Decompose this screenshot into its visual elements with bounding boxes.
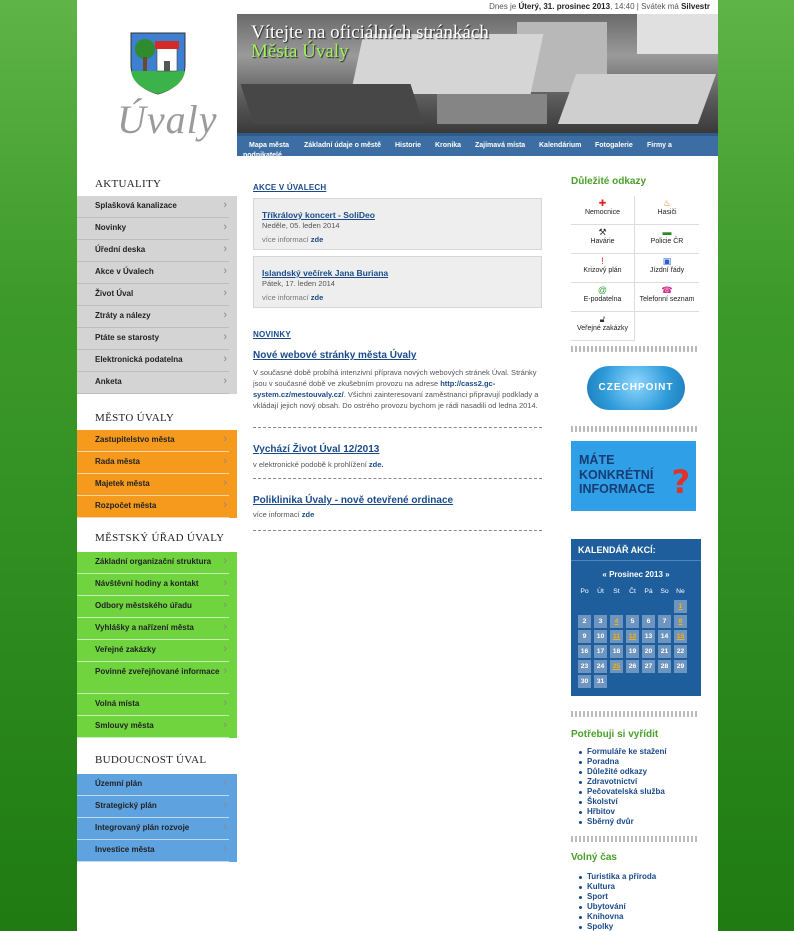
news-item (253, 444, 542, 470)
news-item (253, 350, 542, 411)
calendar-day[interactable]: 28 (658, 660, 671, 673)
list-link[interactable]: Kultura (579, 882, 699, 892)
news-link[interactable]: zde. (368, 460, 384, 469)
bus-icon: ▣ (662, 256, 672, 266)
calendar-day[interactable]: 12 (626, 630, 639, 643)
list-link[interactable]: Formuláře ke stažení (579, 747, 699, 757)
list-link[interactable]: Školství (579, 797, 699, 807)
calendar-day[interactable]: 5 (626, 615, 639, 628)
vyridit-heading: Potřebuji si vyřídit (571, 729, 659, 740)
menu-item[interactable]: Vyhlášky a nařízení města › (77, 618, 229, 640)
event-more-link[interactable]: zde (310, 293, 324, 302)
wrench-icon: ⚒ (598, 227, 607, 237)
calendar-empty (610, 675, 623, 688)
menu-aktuality (77, 196, 237, 394)
event-card (253, 198, 542, 250)
link-havarie[interactable]: ⚒ Havárie (571, 225, 635, 254)
menu-item[interactable]: Zastupitelstvo města › (77, 430, 229, 452)
main-nav (237, 133, 718, 159)
event-more-label: více informací (262, 235, 309, 244)
menu-item[interactable]: Strategický plán › (77, 796, 229, 818)
menu-item[interactable]: Veřejné zakázky › (77, 640, 229, 662)
calendar-day[interactable]: 6 (642, 615, 655, 628)
calendar-empty (642, 600, 655, 613)
calendar-empty (674, 675, 687, 688)
list-link[interactable]: Ubytování (579, 902, 699, 912)
list-link[interactable]: Zdravotnictví (579, 777, 699, 787)
menu-item[interactable]: Novinky › (77, 218, 229, 240)
calendar-day[interactable]: 8 (674, 615, 687, 628)
news-link[interactable]: http://cass2.gc-system.cz/mestouvaly.cz/ (253, 379, 496, 399)
menu-item[interactable]: Rozpočet města › (77, 496, 229, 518)
list-link[interactable]: Spolky (579, 922, 699, 931)
menu-item[interactable]: Návštěvní hodiny a kontakt › (77, 574, 229, 596)
calendar-empty (594, 600, 607, 613)
calendar-weekday: Ne (676, 588, 685, 595)
calendar-day[interactable]: 10 (594, 630, 607, 643)
vyridit-block (571, 729, 699, 827)
coat-of-arms-icon (129, 31, 187, 95)
list-link[interactable]: Pečovatelská služba (579, 787, 699, 797)
time-nameday: , 14:40 | Svátek má (610, 2, 679, 11)
news-item (253, 495, 542, 520)
link-verejne-zakazky[interactable]: 🔓︎ Veřejné zakázky (571, 312, 635, 341)
link-jizdni-rady[interactable]: ▣ Jízdní řády (635, 254, 699, 283)
menu-item[interactable]: Ptáte se starosty › (77, 328, 229, 350)
calendar-day[interactable]: 29 (674, 660, 687, 673)
menu-item[interactable]: Elektronická podatelna › (77, 350, 229, 372)
calendar-day[interactable]: 25 (610, 660, 623, 673)
header-banner (237, 14, 718, 133)
link-telefonni-seznam[interactable]: ☎ Telefonní seznam (635, 283, 699, 312)
calendar-day[interactable]: 20 (642, 645, 655, 658)
badge-icon: ▬ (662, 227, 672, 237)
link-policie[interactable]: ▬ Policie ČR (635, 225, 699, 254)
list-link[interactable]: Poradna (579, 757, 699, 767)
event-more-link[interactable]: zde (310, 235, 324, 244)
menu-item[interactable]: Povinně zveřejňované informace › (77, 662, 229, 694)
calendar-empty (658, 675, 671, 688)
calendar-day[interactable]: 27 (642, 660, 655, 673)
calendar-day[interactable]: 21 (658, 645, 671, 658)
main-content (253, 183, 542, 531)
question-mark-icon: ? (671, 463, 690, 501)
calendar-day[interactable]: 19 (626, 645, 639, 658)
calendar-weekday: So (660, 588, 669, 595)
site-logo[interactable] (77, 14, 237, 156)
calendar-day[interactable]: 24 (594, 660, 607, 673)
menu-item[interactable]: Smlouvy města › (77, 716, 229, 738)
volny-cas-list (571, 872, 699, 931)
calendar-day[interactable]: 23 (578, 660, 591, 673)
list-link[interactable]: Sběrný dvůr (579, 817, 699, 827)
calendar-day[interactable]: 4 (610, 615, 623, 628)
important-links-grid (571, 196, 699, 341)
menu-item[interactable]: Úřední deska › (77, 240, 229, 262)
calendar-day[interactable]: 16 (578, 645, 591, 658)
nav-item-historie[interactable]: Historie (395, 142, 422, 149)
news-text: v elektronické podobě k prohlížení zde. (253, 460, 384, 469)
calendar-day[interactable]: 14 (658, 630, 671, 643)
list-link[interactable]: Sport (579, 892, 699, 902)
events-heading[interactable]: AKCE V ÚVALECH (253, 183, 327, 192)
calendar-title: KALENDÁŘ AKCÍ: (571, 539, 701, 561)
list-link[interactable]: Turistika a příroda (579, 872, 699, 882)
nav-item-mapa[interactable]: Mapa města (249, 142, 290, 149)
calendar-day[interactable]: 11 (610, 630, 623, 643)
news-text: více informací zde (253, 510, 315, 519)
calendar-day[interactable]: 9 (578, 630, 591, 643)
menu-item[interactable]: Ztráty a nálezy › (77, 306, 229, 328)
banner-subtitle: Města Úvaly (251, 41, 349, 62)
section-title-budoucnost: BUDOUCNOST ÚVAL (95, 754, 207, 766)
link-e-podatelna[interactable]: @ E-podatelna (571, 283, 635, 312)
nav-item-zajimava-mista[interactable]: Zajímavá místa (475, 142, 526, 149)
calendar-day[interactable]: 2 (578, 615, 591, 628)
event-date: Neděle, 05. leden 2014 (262, 221, 340, 230)
vyridit-list (571, 747, 699, 827)
link-krizovy-plan[interactable]: ! Krizový plán (571, 254, 635, 283)
news-text: V současné době probíhá intenzivní příprava nových webových stránek Úval. Stránky jsou v současné době ve zkušebním provozu na adrese http://cass2.gc-system.cz/mestouvaly.cz/. Všichni zainteresovaní zaměstnanci připravují podklady a vkládají jejich nový obsah. Do ostrého provozu bychom je rádi nasadili od ledna 2014. (253, 368, 539, 410)
left-sidebar (77, 168, 237, 862)
list-link[interactable]: Důležité odkazy (579, 767, 699, 777)
calendar-day[interactable]: 31 (594, 675, 607, 688)
menu-urad (77, 552, 237, 738)
logo-text: Úvaly (117, 97, 218, 142)
section-title-urad: MĚSTSKÝ ÚŘAD ÚVALY (95, 532, 225, 544)
volny-cas-block (571, 852, 699, 931)
calendar-day[interactable]: 3 (594, 615, 607, 628)
nameday-name: Silvestr (681, 2, 710, 11)
calendar-weekday: Út (597, 588, 604, 595)
menu-item[interactable]: Investice města › (77, 840, 229, 862)
news-title[interactable]: Nové webové stránky města Úvaly (253, 350, 417, 361)
calendar-day[interactable]: 17 (594, 645, 607, 658)
current-date: 31. prosinec 2013 (543, 2, 611, 11)
calendar-day[interactable]: 22 (674, 645, 687, 658)
cross-icon: ✚ (598, 198, 607, 208)
news-title[interactable]: Vychází Život Úval 12/2013 (253, 444, 380, 455)
calendar-empty (642, 675, 655, 688)
menu-item[interactable]: Odbory městského úřadu › (77, 596, 229, 618)
lock-icon: 🔓︎ (599, 314, 606, 324)
calendar-day[interactable]: 1 (674, 600, 687, 613)
menu-item[interactable]: Volná místa › (77, 694, 229, 716)
event-more-label: více informací (262, 293, 309, 302)
menu-budoucnost (77, 774, 237, 862)
calendar-empty (610, 600, 623, 613)
czechpoint-banner[interactable]: CZECHPOINT (587, 366, 685, 410)
calendar-weekday: St (613, 588, 620, 595)
page-wrapper (77, 0, 718, 931)
calendar-day[interactable]: 15 (674, 630, 687, 643)
news-link[interactable]: zde (301, 510, 315, 519)
at-icon: @ (597, 285, 608, 295)
calendar-day[interactable]: 13 (642, 630, 655, 643)
nav-item-fotogalerie[interactable]: Fotogalerie (595, 142, 633, 149)
menu-item[interactable]: Rada města › (77, 452, 229, 474)
important-links-heading: Důležité odkazy (571, 176, 647, 187)
nav-item-firmy[interactable]: Firmy a (647, 142, 672, 149)
menu-item[interactable]: Integrovaný plán rozvoje › (77, 818, 229, 840)
menu-item[interactable]: Akce v Úvalech › (77, 262, 229, 284)
calendar-day[interactable]: 7 (658, 615, 671, 628)
volny-cas-heading: Volný čas (571, 852, 617, 863)
link-hasici[interactable]: ♨ Hasiči (635, 196, 699, 225)
phone-icon: ☎ (661, 285, 673, 295)
event-date: Pátek, 17. leden 2014 (262, 279, 335, 288)
calendar-empty (626, 600, 639, 613)
calendar-weekday: Po (580, 588, 589, 595)
menu-item[interactable]: Majetek města › (77, 474, 229, 496)
calendar-day[interactable]: 26 (626, 660, 639, 673)
section-title-aktuality: AKTUALITY (95, 178, 162, 190)
calendar-weekday: Čt (629, 588, 636, 595)
banner-title: Vítejte na oficiálních stránkách (251, 22, 489, 43)
alert-icon: ! (601, 256, 604, 266)
calendar-empty (626, 675, 639, 688)
events-calendar (571, 539, 701, 696)
menu-item[interactable]: Územní plán › (77, 774, 229, 796)
calendar-empty (658, 600, 671, 613)
calendar-day[interactable]: 18 (610, 645, 623, 658)
calendar-empty (578, 600, 591, 613)
date-prefix: Dnes je (489, 2, 517, 11)
nav-item-zakladni-udaje[interactable]: Základní údaje o městě (304, 142, 382, 149)
section-title-mesto: MĚSTO ÚVALY (95, 412, 175, 424)
list-link[interactable]: Knihovna (579, 912, 699, 922)
menu-item[interactable]: Splašková kanalizace › (77, 196, 229, 218)
event-card (253, 256, 542, 308)
calendar-weekday: Pá (644, 588, 653, 595)
day-name: Úterý, (518, 2, 542, 11)
link-nemocnice[interactable]: ✚ Nemocnice (571, 196, 635, 225)
nav-item-kalendarium[interactable]: Kalendárium (539, 142, 582, 149)
list-link[interactable]: Hřbitov (579, 807, 699, 817)
nav-item-kronika[interactable]: Kronika (435, 142, 462, 149)
menu-item[interactable]: Život Úval › (77, 284, 229, 306)
menu-item[interactable]: Základní organizační struktura › (77, 552, 229, 574)
calendar-month-nav[interactable]: « Prosinec 2013 » (602, 570, 670, 579)
right-sidebar (571, 176, 699, 931)
event-title[interactable]: Islandský večírek Jana Buriana (262, 268, 389, 278)
date-bar (237, 0, 718, 14)
calendar-day[interactable]: 30 (578, 675, 591, 688)
menu-item[interactable]: Anketa › (77, 372, 229, 394)
event-title[interactable]: Tříkrálový koncert - SoliDeo (262, 210, 375, 220)
news-title[interactable]: Poliklinika Úvaly - nově otevřené ordinace (253, 495, 454, 506)
nav-item-podnikatele[interactable]: podnikatelé (243, 152, 282, 159)
news-heading[interactable]: NOVINKY (253, 330, 291, 339)
mate-informace-banner[interactable]: MÁTE KONKRÉTNÍ INFORMACE ? (571, 441, 696, 511)
calendar-grid (575, 583, 690, 690)
menu-mesto (77, 430, 237, 518)
flame-icon: ♨ (662, 198, 672, 208)
